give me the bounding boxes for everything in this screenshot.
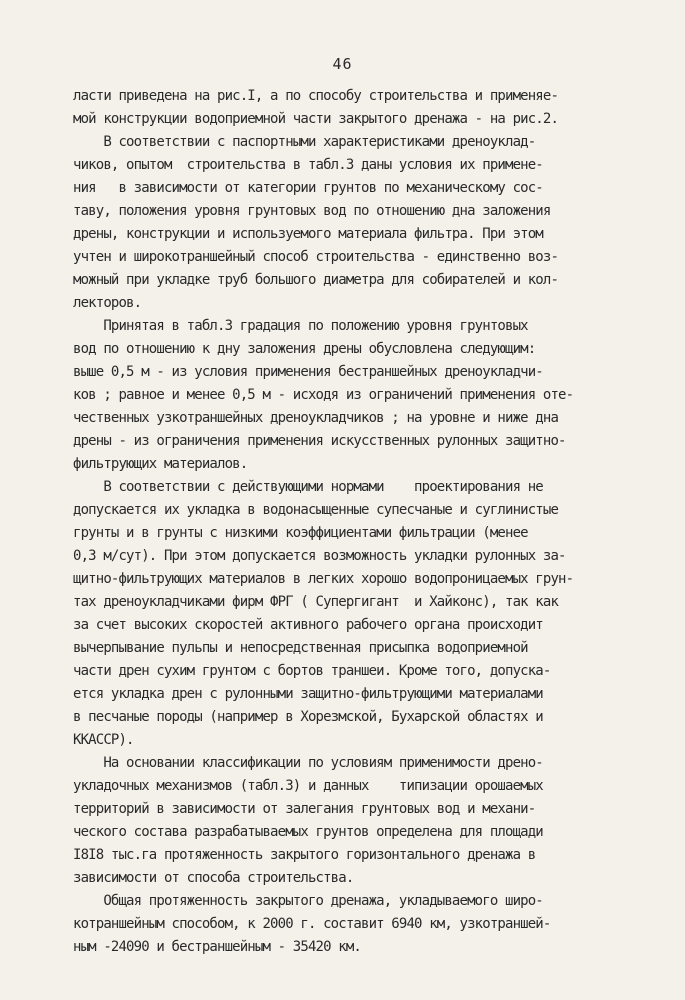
text-line: дрены, конструкции и используемого материала фильтра. При этом (73, 226, 543, 242)
text-line: ческого состава разрабатываемых грунтов определена для площади (73, 824, 543, 840)
text-line: ется укладка дрен с рулонными защитно-фильтрующими материалами (73, 686, 543, 702)
text-line: части дрен сухим грунтом с бортов траншеи. Кроме того, допуска- (73, 663, 551, 679)
text-line: допускается их укладка в водонасыщенные супесчаные и суглинистые (73, 502, 559, 518)
text-line: Принятая в табл.3 градация по положению уровня грунтовых (73, 318, 528, 334)
text-line: территорий в зависимости от залегания грунтовых вод и механи- (73, 801, 536, 817)
text-line: I8I8 тыс.га протяженность закрытого горизонтального дренажа в (73, 847, 536, 863)
text-line: учтен и широкотраншейный способ строительства - единственно воз- (73, 249, 559, 265)
text-line: можный при укладке труб большого диаметра для собирателей и кол- (73, 272, 559, 288)
text-line: грунты и в грунты с низкими коэффициентами фильтрации (менее (73, 525, 528, 541)
text-line: щитно-фильтрующих материалов в легких хорошо водопроницаемых грун- (73, 571, 574, 587)
text-line: лекторов. (73, 295, 142, 311)
text-line: таву, положения уровня грунтовых вод по отношению дна заложения (73, 203, 551, 219)
text-line: ков ; равное и менее 0,5 м - исходя из ограничений применения оте- (73, 387, 574, 403)
text-line: зависимости от способа строительства. (73, 870, 354, 886)
text-line: ния в зависимости от категории грунтов по механическому сос- (73, 180, 543, 196)
text-line: фильтрующих материалов. (73, 456, 248, 472)
text-line: мой конструкции водоприемной части закрытого дренажа - на рис.2. (73, 111, 559, 127)
text-line: вод по отношению к дну заложения дрены обусловлена следующим: (73, 341, 536, 357)
text-line: ласти приведена на рис.I, а по способу строительства и применяе- (73, 88, 559, 104)
text-line: дрены - из ограничения применения искусственных рулонных защитно- (73, 433, 566, 449)
text-line: в песчаные породы (например в Хорезмской, Бухарской областях и (73, 709, 543, 725)
text-line: ККАССР). (73, 732, 134, 748)
text-line: за счет высоких скоростей активного рабочего органа происходит (73, 617, 543, 633)
text-line: вычерпывание пульпы и непосредственная присыпка водоприемной (73, 640, 528, 656)
text-line: 0,3 м/сут). При этом допускается возможность укладки рулонных за- (73, 548, 566, 564)
page-number: 46 (332, 55, 353, 73)
text-line: Общая протяженность закрытого дренажа, укладываемого широ- (73, 893, 543, 909)
text-line: ным -24090 и бестраншейным - 35420 км. (73, 939, 361, 955)
text-line: На основании классификации по условиям применимости дрено- (73, 755, 543, 771)
text-line: котраншейным способом, к 2000 г. составит 6940 км, узкотраншей- (73, 916, 551, 932)
text-line: В соответствии с действующими нормами проектирования не (73, 479, 543, 495)
text-line: выше 0,5 м - из условия применения бестраншейных дреноукладчи- (73, 364, 543, 380)
text-line: чественных узкотраншейных дреноукладчиков ; на уровне и ниже дна (73, 410, 559, 426)
text-line: тах дреноукладчиками фирм ФРГ ( Супергигант и Хайконс), так как (73, 594, 559, 610)
text-line: чиков, опытом строительства в табл.3 даны условия их примене- (73, 157, 543, 173)
text-line: укладочных механизмов (табл.3) и данных типизации орошаемых (73, 778, 543, 794)
text-line: В соответствии с паспортными характеристиками дреноуклад- (73, 134, 536, 150)
